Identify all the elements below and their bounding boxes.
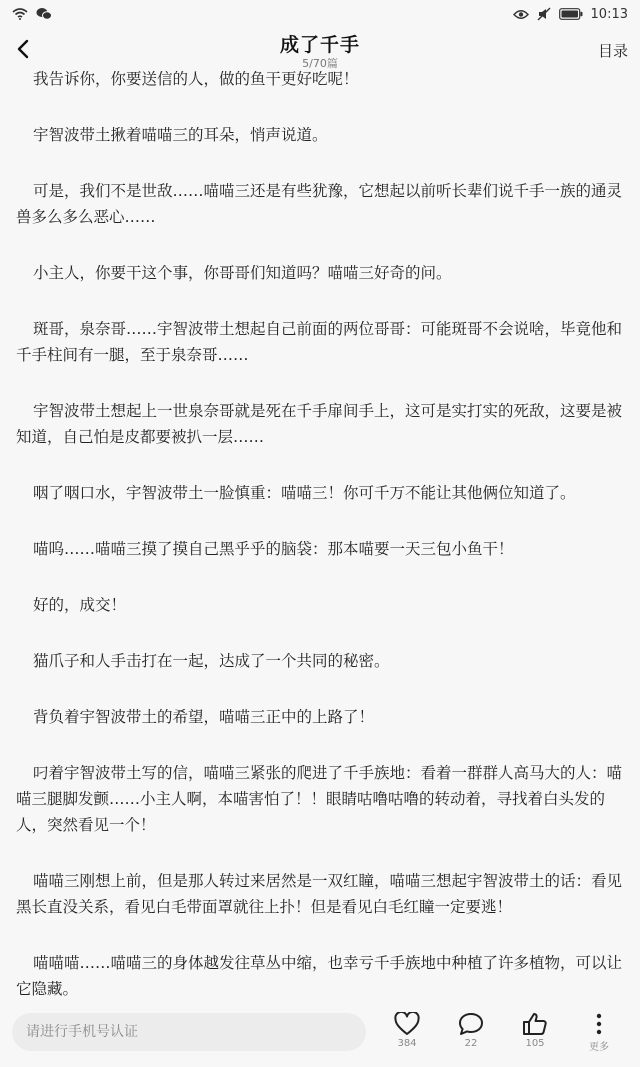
paragraph: 背负着宇智波带土的希望，喵喵三正中的上路了！: [33, 708, 375, 726]
paragraph: 好的，成交！: [33, 596, 127, 614]
chapter-progress: 5/70篇: [302, 57, 338, 70]
paragraph: 叼着宇智波带土写的信，喵喵三紧张的爬进了千手族地：看着一群群人高马大的人：喵喵三腿脚发颤……小主人啊，本喵害怕了！！眼睛咕噜咕噜的转动着，寻找着白头发的人，突然看见一个！: [16, 764, 623, 834]
thumbs-up-icon: [522, 1012, 548, 1036]
comment-icon: [458, 1012, 484, 1036]
paragraph: 宇智波带土想起上一世泉奈哥就是死在千手扉间手上，这可是实打实的死敌，这要是被知道，自己怕是皮都要被扒一层……: [16, 402, 623, 446]
chapter-content[interactable]: [0, 66, 640, 997]
bottom-action-bar: [0, 997, 640, 1067]
toc-button[interactable]: 目录: [597, 42, 628, 60]
paragraph: 喵喵喵……喵喵三的身体越发往草丛中缩，也幸亏千手族地中种植了许多植物，可以让它隐藏。: [16, 954, 623, 997]
wechat-icon: [36, 7, 52, 21]
paragraph: 猫爪子和人手击打在一起，达成了一个共同的秘密。: [33, 652, 390, 670]
thumbs-up-button[interactable]: [506, 1012, 564, 1053]
status-bar: [0, 0, 640, 28]
paragraph: 可是，我们不是世敌……喵喵三还是有些犹豫，它想起以前听长辈们说千手一族的通灵兽多么多么恶心……: [16, 182, 623, 226]
paragraph: 小主人，你要干这个事，你哥哥们知道吗？喵喵三好奇的问。: [33, 264, 452, 282]
silent-icon: [537, 7, 551, 21]
wifi-icon: [12, 8, 28, 20]
more-label: 更多: [589, 1041, 609, 1053]
status-left: [12, 7, 52, 21]
action-group: [378, 1012, 628, 1053]
heart-icon: [394, 1012, 420, 1036]
paragraph: 喵喵三刚想上前，但是那人转过来居然是一双红瞳，喵喵三想起宇智波带土的话：看见黑长直没关系，看见白毛带面罩就往上扑！但是看见白毛红瞳一定要逃！: [16, 872, 623, 916]
battery-icon: [559, 8, 583, 20]
status-right: [513, 7, 628, 22]
paragraph: 喵呜……喵喵三摸了摸自己黑乎乎的脑袋：那本喵要一天三包小鱼干！: [33, 540, 514, 558]
paragraph: 宇智波带土揪着喵喵三的耳朵，悄声说道。: [33, 126, 328, 144]
paragraph: 斑哥，泉奈哥……宇智波带土想起自己前面的两位哥哥：可能斑哥不会说啥，毕竟他和千手柱间有一腿，至于泉奈哥……: [16, 320, 623, 364]
eye-icon: [513, 9, 529, 20]
thumbs-up-count: 105: [525, 1037, 545, 1049]
paragraph: 咽了咽口水，宇智波带土一脸慎重：喵喵三！你可千万不能让其他俩位知道了。: [33, 484, 576, 502]
phone-auth-input[interactable]: [12, 1013, 366, 1051]
more-icon: [586, 1012, 612, 1036]
status-time: 10:13: [590, 6, 628, 22]
comment-button[interactable]: [442, 1012, 500, 1053]
more-button[interactable]: [570, 1012, 628, 1053]
like-button[interactable]: [378, 1012, 436, 1053]
comment-count: 22: [464, 1037, 478, 1049]
like-count: 384: [397, 1037, 417, 1049]
chapter-title: 成了千手: [279, 34, 360, 56]
paragraph: 我告诉你，你要送信的人，做的鱼干更好吃呢！: [33, 70, 359, 88]
